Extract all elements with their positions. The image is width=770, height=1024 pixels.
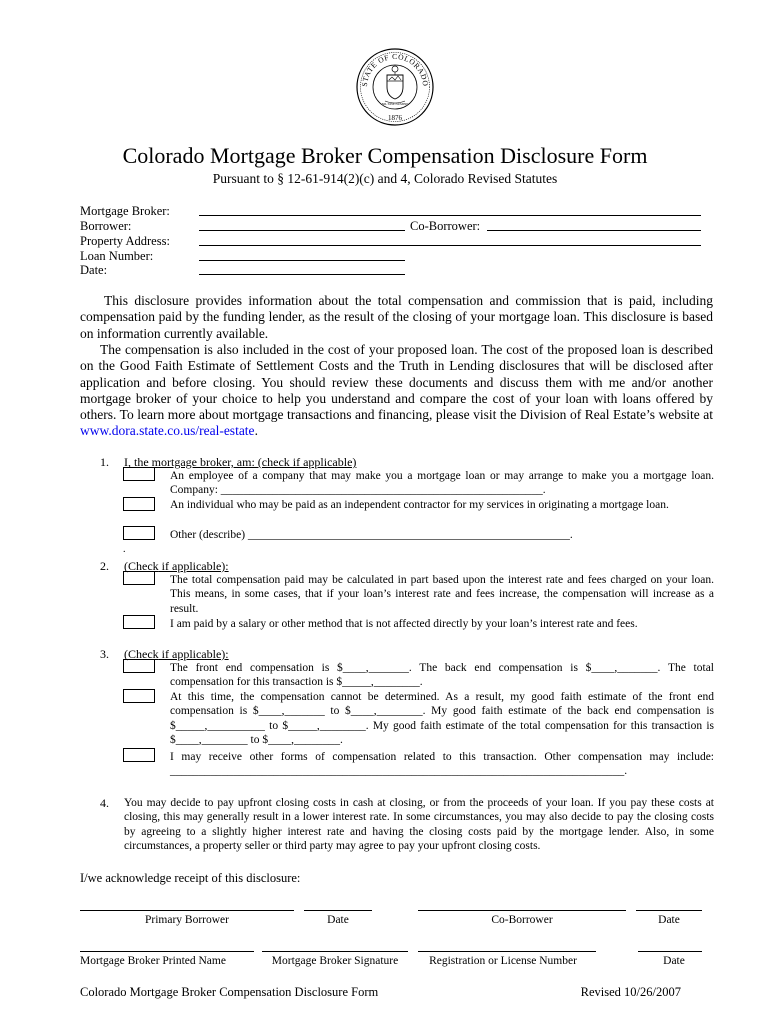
- page-subtitle: Pursuant to § 12-61-914(2)(c) and 4, Colorado Revised Statutes: [212, 171, 558, 186]
- broker-date-line[interactable]: [638, 951, 702, 952]
- section-1-checkbox-employee[interactable]: [123, 467, 155, 481]
- intro-paragraph-1: This disclosure provides information about the total compensation and commission that is paid, including compensation paid by the funding lender, as the result of the closing of your mortgage loan. This disclosure is based on information currently available.: [80, 293, 713, 341]
- co-borrower-date-label: Date: [658, 914, 680, 926]
- section-1-option-employee: An employee of a company that may make you a mortgage loan or may arrange to make you a mortgage loan. Company: ________________________________________________________.: [170, 470, 714, 497]
- section-2-checkbox-variable[interactable]: [123, 571, 155, 585]
- license-number-label: Registration or License Number: [429, 955, 577, 967]
- property-address-label: Property Address:: [80, 234, 170, 248]
- primary-borrower-date-line[interactable]: [304, 910, 372, 911]
- primary-borrower-date-label: Date: [327, 914, 349, 926]
- date-field[interactable]: [199, 274, 405, 275]
- broker-printed-name-line[interactable]: [80, 951, 254, 952]
- intro-paragraph-2: [80, 342, 713, 440]
- broker-field[interactable]: [199, 215, 701, 216]
- section-3-option-known: The front end compensation is $____,_______. The back end compensation is $____,_______. The total compensation for this transaction is $_____,________.: [170, 662, 714, 689]
- section-3-option-estimate: At this time, the compensation cannot be determined. As a result, my good faith estimate of the front end compensation is $____,_______ to $____,________. My good faith estimate of the back end compensation is $_____,__________ to $_____,________. My good faith estimate of the total compensation for this transaction is $____,________ to $____,________.: [170, 691, 714, 747]
- loan-number-label: Loan Number:: [80, 249, 154, 263]
- borrower-field[interactable]: [199, 230, 405, 231]
- seal-year: 1876: [388, 114, 402, 122]
- seal-motto: NIL SINE NUMINE: [381, 102, 409, 106]
- broker-signature-line[interactable]: [262, 951, 408, 952]
- broker-date-label: Date: [663, 955, 685, 967]
- co-borrower-field[interactable]: [487, 230, 701, 231]
- section-3-heading-rest: if applicable):: [158, 647, 229, 661]
- section-1-option-other: Other (describe) ________________________________________________________.: [170, 529, 573, 541]
- section-1-heading: I, the mortgage broker, am: (check if applicable): [124, 455, 357, 469]
- loan-number-field[interactable]: [199, 260, 405, 261]
- section-1-option-contractor: An individual who may be paid as an independent contractor for my services in originating a mortgage loan.: [170, 499, 669, 511]
- footer-form-name: Colorado Mortgage Broker Compensation Disclosure Form: [80, 985, 379, 999]
- co-borrower-date-line[interactable]: [636, 910, 702, 911]
- section-2-heading-underlined: (Check: [124, 559, 159, 573]
- section-3-heading-underlined: (Check: [124, 647, 159, 661]
- section-1-checkbox-other[interactable]: [123, 526, 155, 540]
- broker-signature-label: Mortgage Broker Signature: [271, 955, 399, 967]
- intro-paragraph-2-text: The compensation is also included in the cost of your proposed loan. The cost of the proposed loan is described on the Good Faith Estimate of Settlement Costs and the Truth in Lending disclosures that will be disclosed after application and before closing. You should review these documents and discuss them with me and/or another mortgage broker of your choice to help you understand and compare the cost of your loan with loans offered by others. To learn more about mortgage transactions and financing, please visit the Division of Real Estate’s website at: [80, 342, 713, 423]
- section-4-text: You may decide to pay upfront closing costs in cash at closing, or from the proceeds of your loan. If you pay these costs at closing, this may generally result in a lower interest rate. In some circumstances, you may also decide to pay the closing costs by agreeing to a slightly higher interest rate and having the closing costs paid by the mortgage lender. Also, in some circumstances, a property seller or third party may agree to pay your upfront closing costs.: [124, 797, 714, 853]
- colorado-state-seal: [355, 47, 435, 127]
- section-2-option-salary: I am paid by a salary or other method that is not affected directly by your loan’s interest rate and fees.: [170, 618, 638, 630]
- borrower-label: Borrower:: [80, 219, 132, 233]
- intro-paragraph-2-end: .: [254, 423, 258, 439]
- broker-printed-name-label: Mortgage Broker Printed Name: [80, 955, 226, 967]
- section-2-checkbox-salary[interactable]: [123, 615, 155, 629]
- primary-borrower-label: Primary Borrower: [145, 914, 229, 926]
- acknowledgement-text: I/we acknowledge receipt of this disclosure:: [80, 871, 301, 885]
- section-1-number: 1.: [100, 455, 109, 469]
- section-3-checkbox-other[interactable]: [123, 748, 155, 762]
- stray-dot: .: [123, 544, 126, 555]
- co-borrower-label: Co-Borrower:: [410, 219, 481, 233]
- section-1-checkbox-contractor[interactable]: [123, 497, 155, 511]
- section-3-checkbox-known[interactable]: [123, 659, 155, 673]
- co-borrower-label: Co-Borrower: [491, 914, 553, 926]
- license-number-line[interactable]: [418, 951, 596, 952]
- date-label: Date:: [80, 263, 108, 277]
- broker-label: Mortgage Broker:: [80, 204, 170, 218]
- section-2-number: 2.: [100, 559, 109, 573]
- section-3-checkbox-estimate[interactable]: [123, 689, 155, 703]
- section-3-option-other: I may receive other forms of compensation related to this transaction. Other compensation may include: _______________________________________________________________________________.: [170, 751, 714, 778]
- primary-borrower-signature-line[interactable]: [80, 910, 294, 911]
- seal-top-text: STATE OF COLORADO: [359, 51, 431, 87]
- section-2-heading-rest: if applicable):: [158, 559, 229, 573]
- section-3-number: 3.: [100, 647, 109, 661]
- dre-website-link[interactable]: www.dora.state.co.us/real-estate: [80, 423, 255, 439]
- section-2-option-variable: The total compensation paid may be calculated in part based upon the interest rate and fees charged on your loan. This means, in some cases, that if your loan’s interest rate and fees increase, the compensation will increase as a result.: [170, 574, 714, 615]
- page-title: Colorado Mortgage Broker Compensation Disclosure Form: [122, 143, 648, 168]
- co-borrower-signature-line[interactable]: [418, 910, 626, 911]
- footer-revision: Revised 10/26/2007: [580, 985, 681, 999]
- section-4-number: 4.: [100, 796, 109, 810]
- property-address-field[interactable]: [199, 245, 701, 246]
